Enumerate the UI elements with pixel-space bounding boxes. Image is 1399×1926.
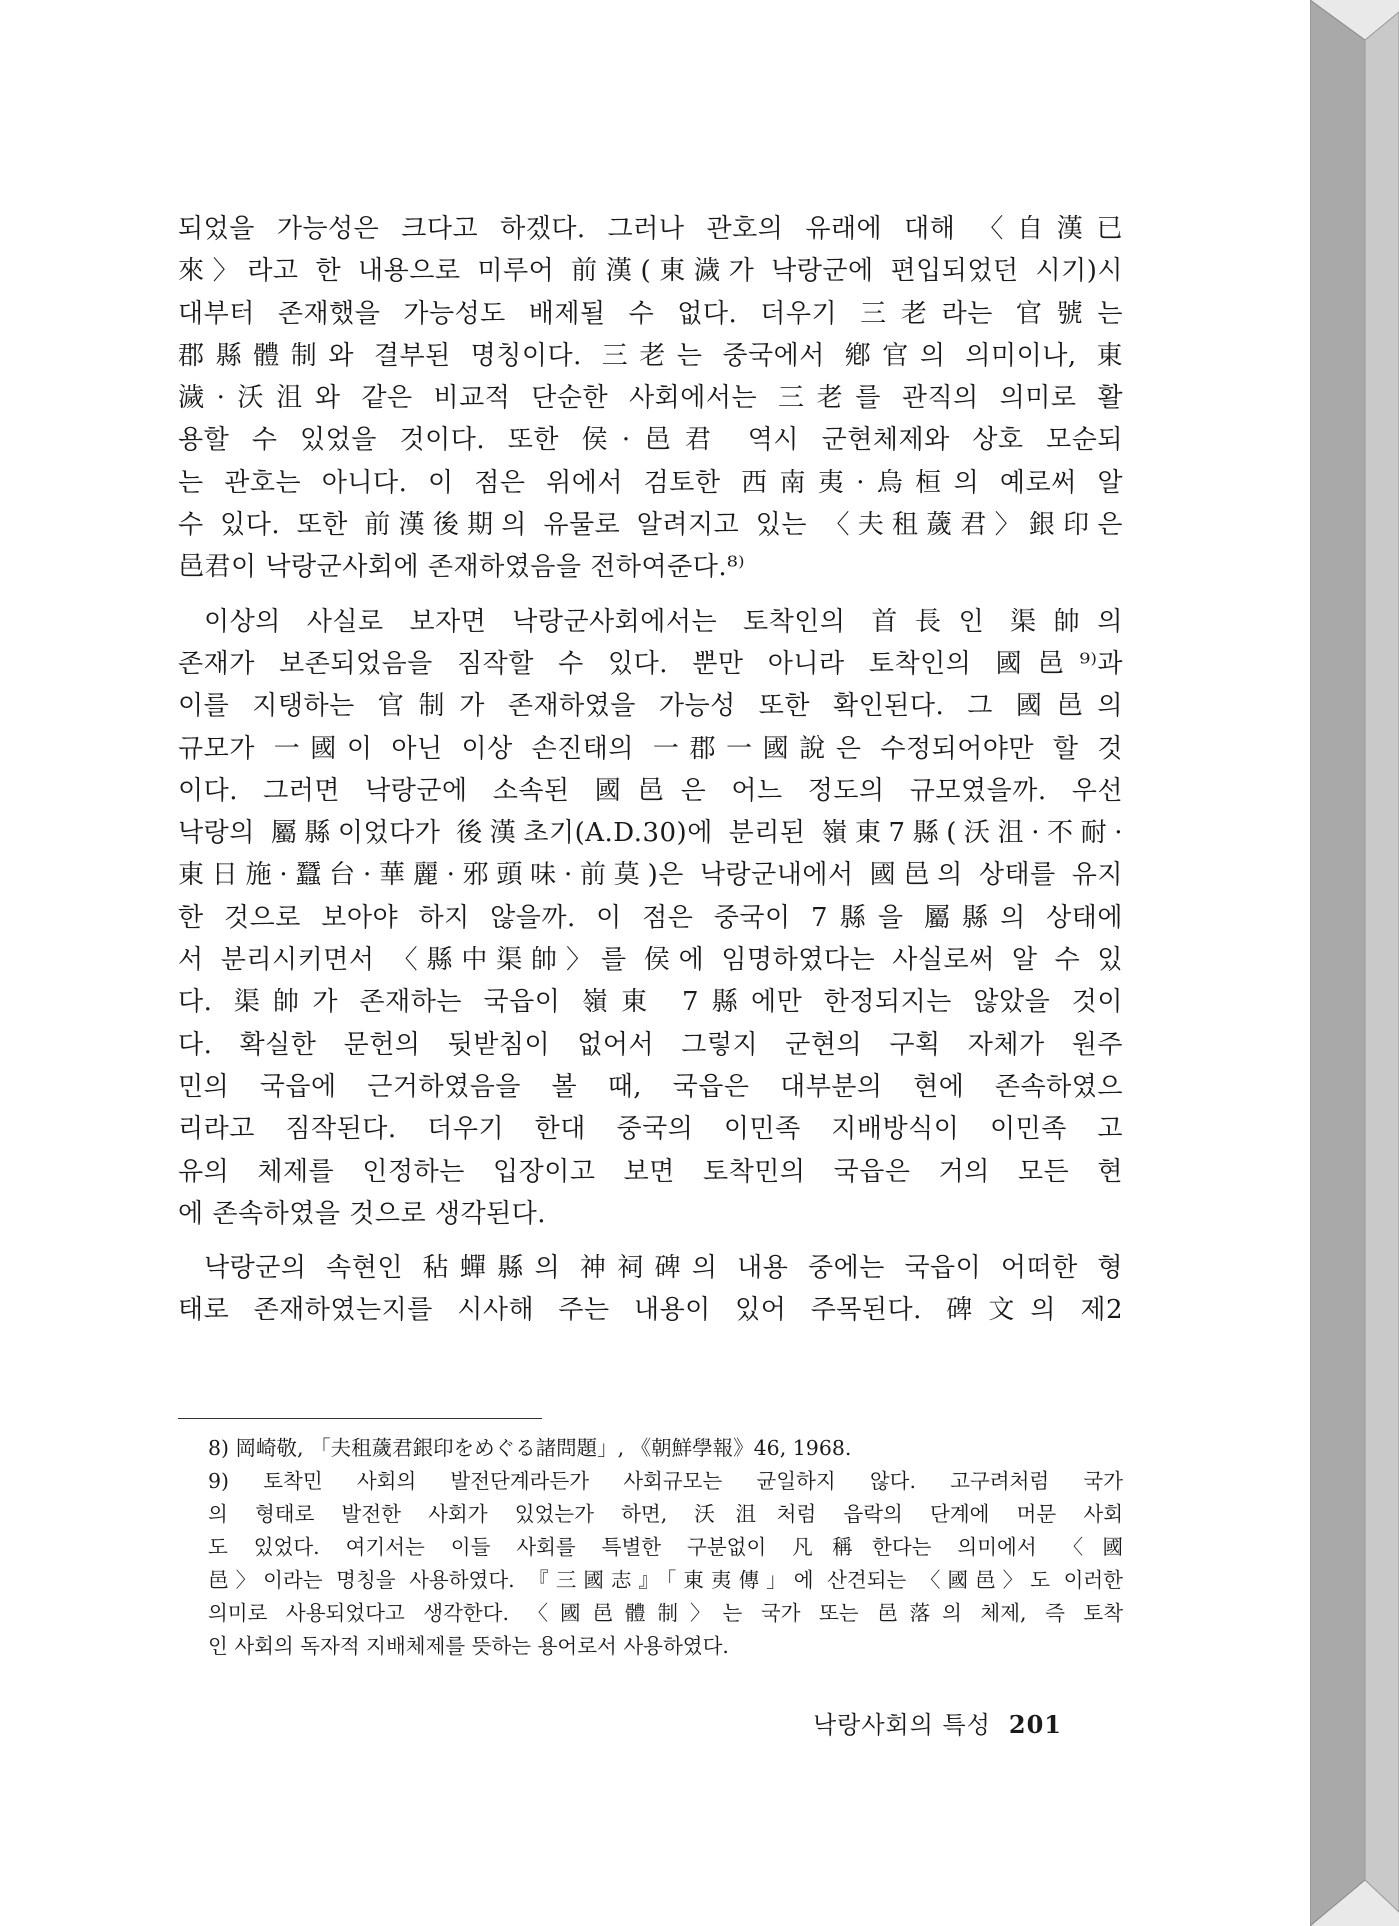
text-line: 낙랑의 屬縣이었다가 後漢초기(A.D.30)에 분리된 嶺東7縣(沃沮·不耐·: [178, 818, 1123, 849]
text-line: 東日施·蠶台·華麗·邪頭味·前莫)은 낙랑군내에서 國邑의 상태를 유지: [178, 860, 1123, 891]
footnote-line: 인 사회의 독자적 지배체제를 뜻하는 용어로서 사용하였다.: [208, 1634, 729, 1658]
footnote-line: 邑〉이라는 명칭을 사용하였다. 『三國志』「東夷傳」에 산견되는 〈國邑〉도 이러한: [208, 1568, 1123, 1592]
text-line: 수 있다. 또한 前漢後期의 유물로 알려지고 있는 〈夫租薉君〉銀印은: [178, 510, 1123, 541]
text-line: 다. 渠帥가 존재하는 국읍이 嶺東 7縣에만 한정되지는 않았을 것이: [178, 987, 1123, 1018]
text-line: 리라고 짐작된다. 더우기 한대 중국의 이민족 지배방식이 이민족 고: [178, 1114, 1123, 1145]
text-line: 대부터 존재했을 가능성도 배제될 수 없다. 더우기 三老라는 官號는: [178, 298, 1123, 329]
text-line: 유의 체제를 인정하는 입장이고 보면 토착민의 국읍은 거의 모든 현: [178, 1156, 1123, 1187]
footnote-line: 9) 토착민 사회의 발전단계라든가 사회규모는 균일하지 않다. 고구려처럼 국가: [208, 1469, 1123, 1493]
page-number: 201: [1008, 1710, 1062, 1739]
text-line: 태로 존재하였는지를 시사해 주는 내용이 있어 주목된다. 碑文의 제2: [178, 1295, 1123, 1326]
footnote-line: 도 있었다. 여기서는 이들 사회를 특별한 구분없이 凡稱한다는 의미에서 〈國: [208, 1535, 1123, 1559]
text-line: 이다. 그러면 낙랑군에 소속된 國邑은 어느 정도의 규모였을까. 우선: [178, 775, 1123, 806]
text-line: 來〉라고 한 내용으로 미루어 前漢(東濊가 낙랑군에 편입되었던 시기)시: [178, 256, 1123, 287]
text-line: 濊·沃沮와 같은 비교적 단순한 사회에서는 三老를 관직의 의미로 활: [178, 383, 1123, 414]
text-line: 한 것으로 보아야 하지 않을까. 이 점은 중국이 7縣을 屬縣의 상태에: [178, 902, 1123, 933]
text-line: 에 존속하였을 것으로 생각된다.: [178, 1198, 547, 1229]
paragraph-2: [178, 601, 1123, 1235]
footnote-line: 의미로 사용되었다고 생각한다. 〈國邑體制〉는 국가 또는 邑落의 체제, 즉 토착: [208, 1601, 1123, 1625]
text-line: 邑君이 낙랑군사회에 존재하였음을 전하여준다.⁸⁾: [178, 552, 745, 583]
body-text: [178, 208, 1123, 1332]
footnote-9: [178, 1465, 1123, 1663]
paragraph-3: [178, 1247, 1123, 1332]
footnote-8: [178, 1432, 1123, 1465]
text-line: 규모가 一國이 아닌 이상 손진태의 一郡一國說은 수정되어야만 할 것: [178, 733, 1123, 764]
text-line: 되었을 가능성은 크다고 하겠다. 그러나 관호의 유래에 대해 〈自漢已: [178, 214, 1123, 244]
text-line: 존재가 보존되었음을 짐작할 수 있다. 뿐만 아니라 토착인의 國邑⁹⁾과: [178, 648, 1123, 679]
footnote-line: 8) 岡崎敬, 「夫租薉君銀印をめぐる諸問題」, 《朝鮮學報》46, 1968.: [208, 1436, 852, 1460]
text-line: 郡縣體制와 결부된 명칭이다. 三老는 중국에서 鄕官의 의미이나, 東: [178, 340, 1123, 371]
text-line: 낙랑군의 속현인 秥蟬縣의 神祠碑의 내용 중에는 국읍이 어떠한 형: [204, 1253, 1123, 1284]
page-footer: [813, 1705, 1062, 1740]
text-line: 이를 지탱하는 官制가 존재하였을 가능성 또한 확인된다. 그 國邑의: [178, 691, 1123, 722]
text-line: 이상의 사실로 보자면 낙랑군사회에서는 토착인의 首長인 渠帥의: [204, 606, 1123, 637]
paragraph-1: [178, 208, 1123, 589]
text-line: 민의 국읍에 근거하였음을 볼 때, 국읍은 대부분의 현에 존속하였으: [178, 1071, 1123, 1102]
text-line: 다. 확실한 문헌의 뒷받침이 없어서 그렇지 군현의 구획 자체가 원주: [178, 1029, 1123, 1060]
text-line: 는 관호는 아니다. 이 점은 위에서 검토한 西南夷·烏桓의 예로써 알: [178, 467, 1123, 498]
footnotes: [178, 1432, 1123, 1663]
running-title: 낙랑사회의 특성: [812, 1711, 991, 1739]
book-spine-edge: [1310, 0, 1399, 1926]
footnote-divider: [178, 1418, 542, 1419]
text-line: 용할 수 있었을 것이다. 또한 侯·邑君 역시 군현체제와 상호 모순되: [178, 425, 1123, 456]
footnote-line: 의 형태로 발전한 사회가 있었는가 하면, 沃沮처럼 읍락의 단계에 머문 사회: [208, 1502, 1123, 1526]
text-line: 서 분리시키면서 〈縣中渠帥〉를 侯에 임명하였다는 사실로써 알 수 있: [178, 945, 1123, 976]
